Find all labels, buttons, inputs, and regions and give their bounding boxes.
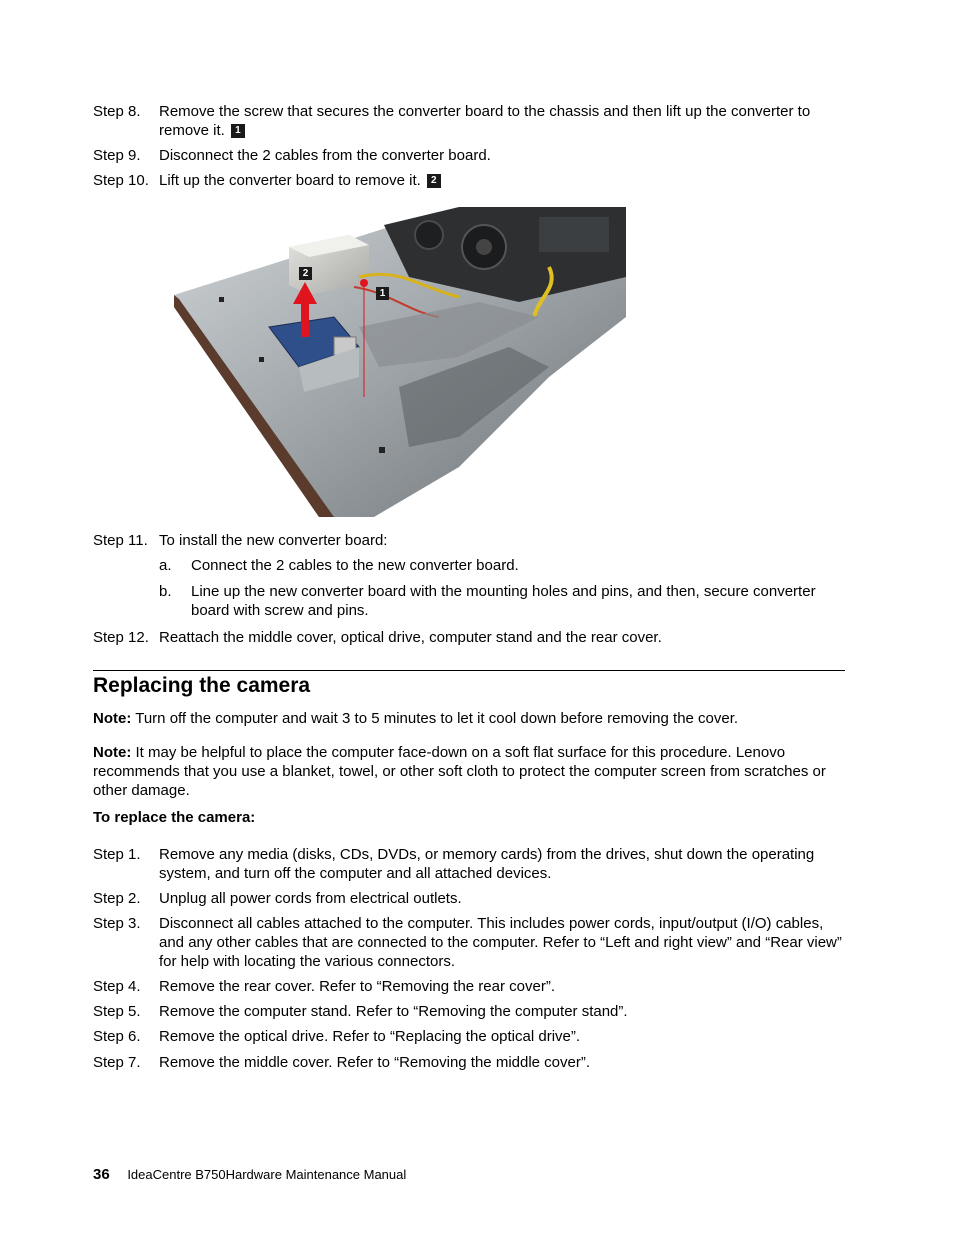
step-text: Remove the rear cover. Refer to “Removing the rear cover”. [159, 978, 555, 995]
step-8 [93, 102, 845, 140]
substep-a [159, 556, 849, 575]
note-text: It may be helpful to place the computer face-down on a soft flat surface for this procedure. Lenovo recommends that you use a blanket, towel, or other soft cloth to protect the computer screen from scratches or other damage. [93, 744, 826, 799]
substep-text: Line up the new converter board with the mounting holes and pins, and then, secure converter board with screw and pins. [191, 583, 816, 619]
step-12 [93, 628, 845, 647]
step-text: Disconnect all cables attached to the computer. This includes power cords, input/output (I/O) cables, and any other cables that are connected to the computer. Refer to “Left and right view” and “Rear view” for help with locating the various connectors. [159, 915, 842, 970]
note-text: Turn off the computer and wait 3 to 5 minutes to let it cool down before removing the cover. [135, 710, 739, 727]
camera-step-5 [93, 1002, 845, 1021]
step-9 [93, 146, 845, 165]
step-label: Step 1. [93, 846, 141, 863]
callout-badge: 1 [231, 124, 245, 138]
figure-callout-2: 2 [302, 268, 309, 279]
figure-callout-1: 1 [379, 288, 386, 299]
note-cooldown [93, 709, 845, 728]
step-label: Step 8. [93, 103, 141, 120]
note-label: Note: [93, 744, 132, 761]
step-label: Step 2. [93, 890, 141, 907]
step-text: Remove the optical drive. Refer to “Replacing the optical drive”. [159, 1028, 581, 1045]
page-number: 36 [93, 1166, 110, 1183]
step-text: Unplug all power cords from electrical outlets. [159, 890, 462, 907]
substep-text: Connect the 2 cables to the new converter board. [191, 557, 519, 574]
step-label: Step 7. [93, 1054, 141, 1071]
camera-step-3 [93, 914, 845, 971]
step-text: Reattach the middle cover, optical drive, computer stand and the rear cover. [159, 629, 662, 646]
step-text: Disconnect the 2 cables from the converter board. [159, 147, 491, 164]
step-label: Step 12. [93, 629, 149, 646]
camera-step-1 [93, 845, 845, 883]
manual-title: IdeaCentre B750Hardware Maintenance Manual [127, 1167, 407, 1182]
step-text: Remove the computer stand. Refer to “Removing the computer stand”. [159, 1003, 628, 1020]
step-label: Step 4. [93, 978, 141, 995]
camera-step-6 [93, 1027, 845, 1046]
converter-board-photo [159, 207, 626, 517]
step-label: Step 11. [93, 532, 148, 549]
note-label: Note: [93, 710, 132, 727]
step-10 [93, 171, 845, 190]
camera-step-7 [93, 1053, 845, 1072]
step-label: Step 3. [93, 915, 141, 932]
step-text: Remove any media (disks, CDs, DVDs, or memory cards) from the drives, shut down the operating system, and turn off the computer and all attached devices. [159, 846, 815, 882]
substep-label: a. [159, 557, 172, 574]
camera-step-2 [93, 889, 845, 908]
step-label: Step 9. [93, 147, 141, 164]
callout-badge: 2 [427, 174, 441, 188]
page-footer [93, 1166, 406, 1183]
step-text: To install the new converter board: [159, 532, 388, 549]
step-label: Step 6. [93, 1028, 141, 1045]
procedure-title: To replace the camera: [93, 809, 256, 826]
step-text: Remove the middle cover. Refer to “Removing the middle cover”. [159, 1054, 591, 1071]
note-face-down [93, 743, 845, 800]
step-label: Step 10. [93, 172, 149, 189]
substep-label: b. [159, 583, 172, 600]
camera-step-4 [93, 977, 845, 996]
step-text: Lift up the converter board to remove it. [159, 172, 421, 189]
substep-b [159, 582, 849, 620]
step-11 [93, 531, 845, 550]
step-label: Step 5. [93, 1003, 141, 1020]
section-heading: Replacing the camera [93, 674, 311, 697]
step-text: Remove the screw that secures the converter board to the chassis and then lift up the converter to remove it. [159, 103, 811, 139]
section-divider [93, 670, 845, 671]
